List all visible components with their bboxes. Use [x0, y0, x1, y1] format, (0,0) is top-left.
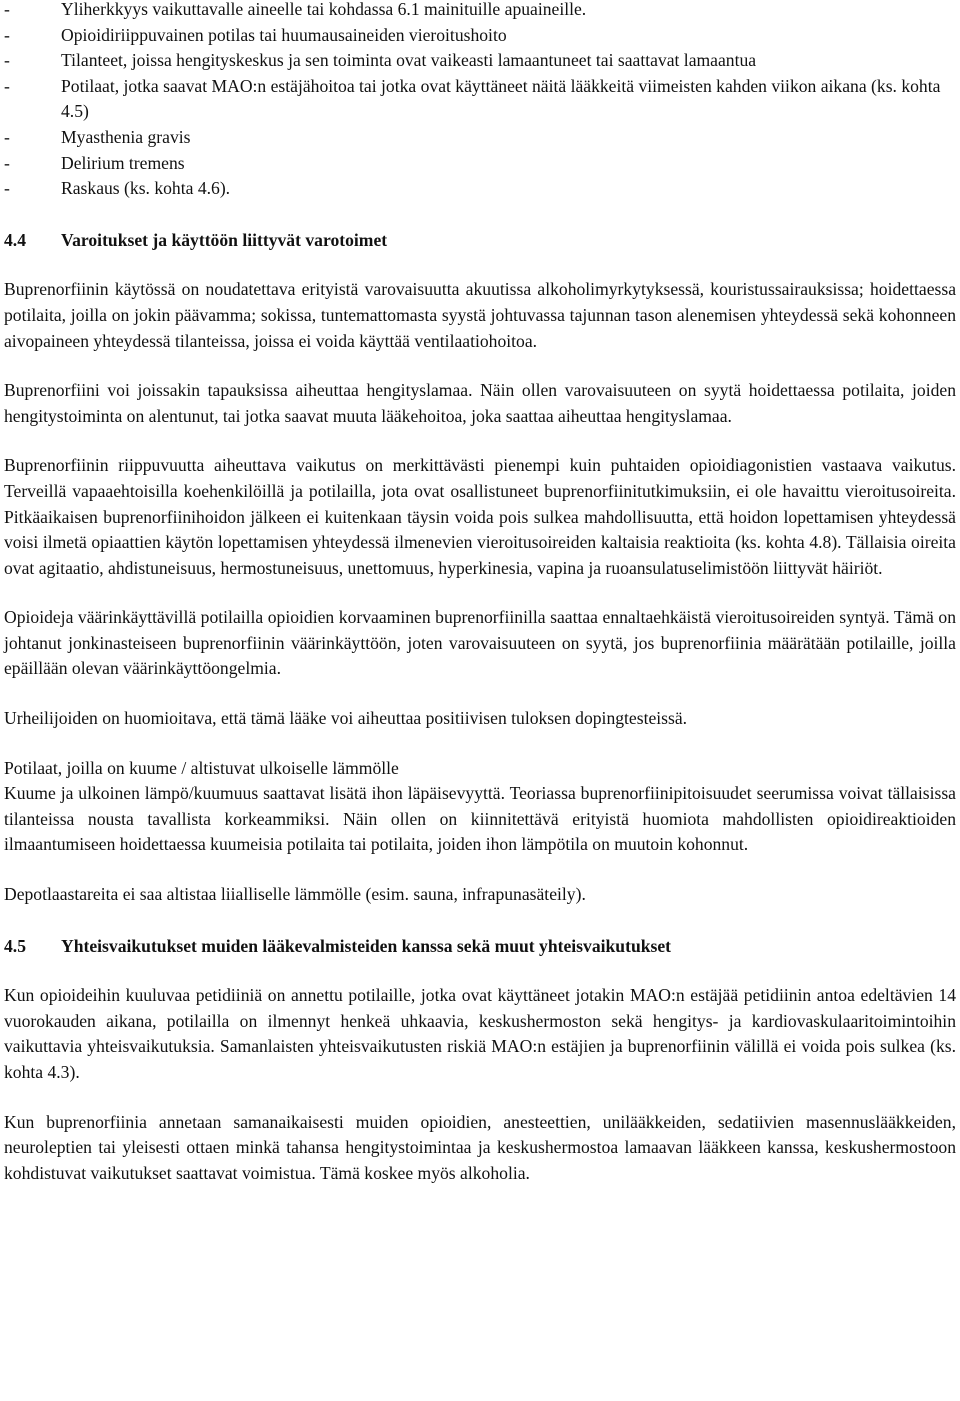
list-dash: - — [4, 152, 10, 173]
section-heading-4-4 — [4, 228, 956, 254]
paragraph: Urheilijoiden on huomioitava, että tämä lääke voi aiheuttaa positiivisen tuloksen dopingtesteissä. — [4, 708, 688, 729]
list-item-text: Tilanteet, joissa hengityskeskus ja sen toiminta ovat vaikeasti lamaantuneet tai saattavat lamaantua — [61, 50, 757, 71]
section-number: 4.5 — [4, 935, 26, 956]
list-item-text: Raskaus (ks. kohta 4.6). — [61, 178, 231, 199]
list-item — [4, 151, 956, 177]
subheading: Potilaat, joilla on kuume / altistuvat ulkoiselle lämmölle — [4, 757, 399, 778]
list-item-text: Potilaat, jotka saavat MAO:n estäjähoitoa tai jotka ovat käyttäneet näitä lääkkeitä viimeisten kahden viikon aikana (ks. kohta 4.5) — [61, 75, 941, 122]
paragraph: Buprenorfiinin käytössä on noudatettava erityistä varovaisuutta akuutissa alkoholimyrkytyksessä, kouristussairauksissa; hoidettaessa potilaita, joilla on jokin päävamma; sokissa, tuntemattomasta syystä johtuvassa tajunnan tason alenemisen yhteydessä sekä kohonneen aivopaineen yhteydessä tilanteissa, joissa ei voida käyttää ventilaatiohoitoa. — [4, 279, 956, 351]
section-heading-4-5 — [4, 934, 956, 960]
list-dash: - — [4, 75, 10, 96]
paragraph: Buprenorfiinin riippuvuutta aiheuttava vaikutus on merkittävästi pienempi kuin puhtaiden opioidiagonistien vastaava vaikutus. Terveillä vapaaehtoisilla koehenkilöillä ja potilailla, jota ovat osallistuneet buprenorfiinitutkimuksiin, ei ole havaittu vieroitusoireita. Pitkäaikaisen buprenorfiinihoidon jälkeen ei kuitenkaan täysin voida pois sulkea mahdollisuutta, että hoidon lopettamisen yhteydessä voisi ilmetä opiaattien käytön lopettamisen yhteydessä ilmenevien vieroitusoireiden kaltaisia reaktioita (ks. kohta 4.8). Tällaisia oireita ovat agitaatio, ahdistuneisuus, hermostuneisuus, unettomuus, hyperkinesia, vapina ja ruoansulatuselimistöön liittyvät häiriöt. — [4, 455, 956, 578]
list-dash: - — [4, 126, 10, 147]
list-dash: - — [4, 178, 10, 199]
list-item-text: Yliherkkyys vaikuttavalle aineelle tai kohdassa 6.1 mainituille apuaineille. — [61, 0, 587, 19]
list-item — [4, 125, 956, 151]
list-dash: - — [4, 50, 10, 71]
paragraph: Buprenorfiini voi joissakin tapauksissa aiheuttaa hengityslamaa. Näin ollen varovaisuuteen on syytä hoidettaessa potilaita, joiden hengitystoiminta on alentunut, tai jotka saavat muuta lääkehoitoa, joka saattaa aiheuttaa hengityslamaa. — [4, 380, 956, 426]
list-item — [4, 176, 956, 202]
list-item-text: Delirium tremens — [61, 152, 185, 173]
paragraph: Depotlaastareita ei saa altistaa liialliselle lämmölle (esim. sauna, infrapunasäteily). — [4, 884, 586, 905]
paragraph: Kun buprenorfiinia annetaan samanaikaisesti muiden opioidien, anesteettien, unilääkkeiden, sedatiivien masennuslääkkeiden, neuroleptien tai yleisesti ottaen minkä tahansa hengitystoimintaa ja keskushermostoa lamaavan lääkkeen kanssa, keskushermostoon kohdistuvat vaikutukset saattavat voimistua. Tämä koskee myös alkoholia. — [4, 1111, 956, 1183]
list-item-text: Opioidiriippuvainen potilas tai huumausaineiden vieroitushoito — [61, 24, 507, 45]
list-dash: - — [4, 24, 10, 45]
list-item — [4, 74, 956, 125]
list-item — [4, 23, 956, 49]
list-item — [4, 48, 956, 74]
section-number: 4.4 — [4, 229, 26, 250]
section-title: Yhteisvaikutukset muiden lääkevalmisteiden kanssa sekä muut yhteisvaikutukset — [61, 935, 672, 956]
list-dash: - — [4, 0, 10, 19]
section-title: Varoitukset ja käyttöön liittyvät varotoimet — [61, 229, 388, 250]
document-page — [4, 0, 956, 1186]
contraindications-list — [4, 0, 956, 202]
paragraph: Kun opioideihin kuuluvaa petidiiniä on annettu potilaille, jotka ovat käyttäneet jotakin MAO:n estäjää petidiinin antoa edeltävien 14 vuorokauden aikana, potilailla on ilmennyt henkeä uhkaavia, keskushermoston sekä hengitys- ja kardiovaskulaaritoimintoihin vaikuttavia yhteisvaikutuksia. Samanlaisten yhteisvaikutusten riskiä MAO:n estäjien ja buprenorfiinin välillä ei voida pois sulkea (ks. kohta 4.3). — [4, 985, 956, 1082]
paragraph: Kuume ja ulkoinen lämpö/kuumuus saattavat lisätä ihon läpäisevyyttä. Teoriassa buprenorfiinipitoisuudet seerumissa voivat tällaisissa tilanteissa nousta tavallista korkeammiksi. Näin ollen on kiinnitettävä erityistä huomiota mahdollisten opioidireaktioiden ilmaantumiseen hoidettaessa kuumeisia potilaita tai potilaita, joiden ihon lämpötila on muutoin kohonnut. — [4, 783, 956, 855]
paragraph: Opioideja väärinkäyttävillä potilailla opioidien korvaaminen buprenorfiinilla saattaa ennaltaehkäistä vieroitusoireiden syntyä. Tämä on johtanut jonkinasteiseen buprenorfiinin väärinkäyttöön, joten varovaisuuteen on syytä, jos buprenorfiinia määrätään potilaille, joilla epäillään olevan väärinkäyttöongelmia. — [4, 607, 956, 679]
list-item-text: Myasthenia gravis — [61, 126, 191, 147]
list-item — [4, 0, 956, 23]
